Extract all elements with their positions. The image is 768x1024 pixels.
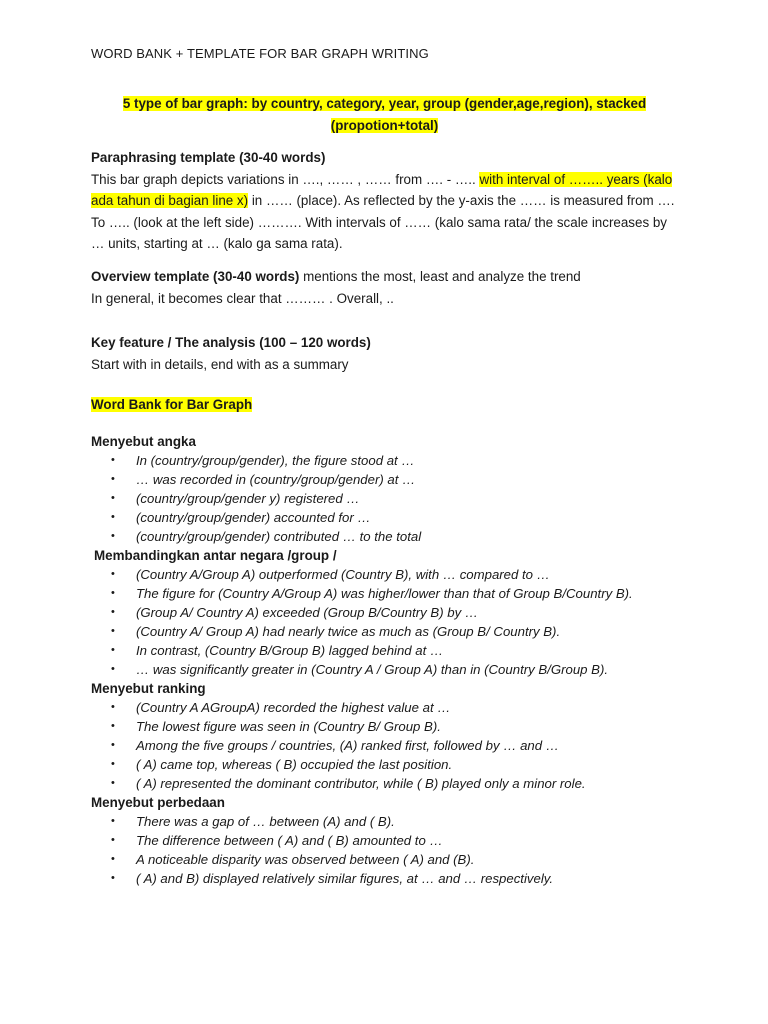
bullet-icon: •: [111, 625, 115, 637]
list-item: • (Country A AGroupA) recorded the highest value at …: [111, 700, 451, 715]
bullet-icon: •: [111, 492, 115, 504]
bullet-icon: •: [111, 606, 115, 618]
bullet-icon: •: [111, 853, 115, 865]
list-item: • (Country A/ Group A) had nearly twice as much as (Group B/ Country B).: [111, 624, 561, 639]
word-bank: [91, 432, 691, 888]
overview-heading-line: [91, 266, 681, 288]
paraphrasing-text-2b: in …… (place). As reflected by the y-axis the …… is measured from ….: [248, 193, 675, 208]
list-item: • ( A) represented the dominant contributor, while ( B) played only a minor role.: [111, 776, 586, 791]
word-bank-heading: [91, 395, 252, 415]
bullet-icon: •: [111, 777, 115, 789]
list-item: • (Group A/ Country A) exceeded (Group B/Country B) by …: [111, 605, 479, 620]
bullet-icon: •: [111, 739, 115, 751]
list-menyebut-perbedaan: [91, 812, 691, 888]
types-line-2: (propotion+total): [330, 118, 439, 133]
list-item: • ( A) came top, whereas ( B) occupied the last position.: [111, 757, 453, 772]
list-item: • … was recorded in (country/group/gender) at …: [111, 472, 416, 487]
list-item: • The figure for (Country A/Group A) was higher/lower than that of Group B/Country B).: [111, 586, 633, 601]
bullet-icon: •: [111, 663, 115, 675]
overview-section: [91, 266, 681, 309]
paraphrasing-heading: Paraphrasing template (30-40 words): [91, 150, 326, 165]
list-item: • In contrast, (Country B/Group B) lagged behind at …: [111, 643, 444, 658]
list-membandingkan: [91, 565, 691, 679]
paraphrasing-text-1a: This bar graph depicts variations in …., …… , …… from …. - …..: [91, 171, 480, 187]
document-title: WORD BANK + TEMPLATE FOR BAR GRAPH WRITING: [91, 46, 429, 61]
list-item: • The difference between ( A) and ( B) amounted to …: [111, 833, 443, 848]
list-item: • (country/group/gender) accounted for …: [111, 510, 371, 525]
list-item: • … was significantly greater in (Country A / Group A) than in (Country B/Group B).: [111, 662, 609, 677]
bullet-icon: •: [111, 587, 115, 599]
group-title-menyebut-ranking: Menyebut ranking: [91, 681, 206, 696]
paraphrasing-highlight-2: ada tahun di bagian line x): [91, 193, 249, 208]
paraphrasing-line-2: [91, 190, 681, 212]
group-title-membandingkan: Membandingkan antar negara /group /: [94, 548, 337, 563]
bullet-icon: •: [111, 568, 115, 580]
list-item: • In (country/group/gender), the figure stood at …: [111, 453, 415, 468]
key-feature-line: Start with in details, end with as a summary: [91, 356, 349, 372]
bullet-icon: •: [111, 644, 115, 656]
paraphrasing-line-1: [91, 169, 681, 191]
key-feature-heading: Key feature / The analysis (100 – 120 words): [91, 335, 371, 350]
list-item: • There was a gap of … between (A) and ( B).: [111, 814, 395, 829]
bullet-icon: •: [111, 815, 115, 827]
group-title-menyebut-angka: Menyebut angka: [91, 434, 196, 449]
list-item: • (country/group/gender y) registered …: [111, 491, 360, 506]
list-item: • (Country A/Group A) outperformed (Country B), with … compared to …: [111, 567, 550, 582]
overview-heading: Overview template (30-40 words): [91, 269, 300, 284]
group-title-menyebut-perbedaan: Menyebut perbedaan: [91, 795, 225, 810]
types-line-1: 5 type of bar graph: by country, category, year, group (gender,age,region), stacked: [122, 96, 647, 111]
bullet-icon: •: [111, 758, 115, 770]
list-item: • A noticeable disparity was observed between ( A) and (B).: [111, 852, 475, 867]
list-item: • The lowest figure was seen in (Country B/ Group B).: [111, 719, 441, 734]
overview-line: In general, it becomes clear that ……… . Overall, ..: [91, 290, 394, 306]
list-menyebut-angka: [91, 451, 691, 546]
paraphrasing-highlight-1: with interval of …….. years (kalo: [479, 171, 673, 187]
list-menyebut-ranking: [91, 698, 691, 793]
bullet-icon: •: [111, 834, 115, 846]
bar-graph-types: [91, 93, 678, 137]
list-item: • Among the five groups / countries, (A) ranked first, followed by … and …: [111, 738, 559, 753]
list-item: • ( A) and B) displayed relatively similar figures, at … and … respectively.: [111, 871, 554, 886]
bullet-icon: •: [111, 720, 115, 732]
bullet-icon: •: [111, 701, 115, 713]
key-feature-section: [91, 332, 681, 375]
paraphrasing-line-4: … units, starting at … (kalo ga sama rata).: [91, 236, 343, 251]
bullet-icon: •: [111, 530, 115, 542]
paraphrasing-line-3: To ….. (look at the left side) ………. With intervals of …… (kalo sama rata/ the scale increases by: [91, 214, 668, 230]
word-bank-heading-text: Word Bank for Bar Graph: [91, 397, 253, 412]
paraphrasing-section: [91, 147, 681, 255]
overview-heading-rest: mentions the most, least and analyze the trend: [299, 269, 581, 284]
bullet-icon: •: [111, 454, 115, 466]
bullet-icon: •: [111, 511, 115, 523]
list-item: • (country/group/gender) contributed … to the total: [111, 529, 422, 544]
bullet-icon: •: [111, 473, 115, 485]
bullet-icon: •: [111, 872, 115, 884]
